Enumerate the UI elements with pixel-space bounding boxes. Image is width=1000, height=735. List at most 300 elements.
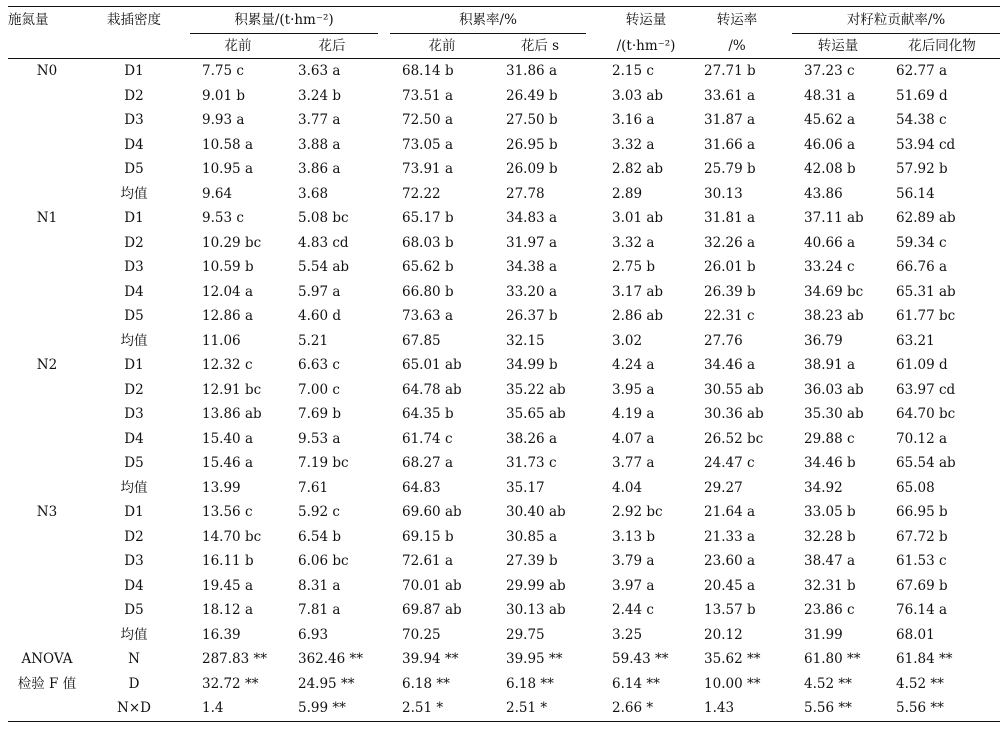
contrib-transport-cell: 5.56 ** — [792, 696, 884, 721]
rate-post-cell: 26.37 b — [506, 308, 558, 324]
contrib-transport-cell: 33.24 c — [804, 259, 855, 275]
table-row — [8, 647, 1000, 672]
density-cell: D3 — [124, 112, 144, 128]
header-contrib-transport: 转运量 — [792, 34, 884, 59]
column-gap — [782, 157, 792, 182]
column-gap — [378, 255, 390, 280]
column-gap — [378, 574, 390, 599]
accum-pre-cell: 13.56 c — [202, 504, 253, 520]
column-gap — [182, 402, 190, 427]
rate-post-cell: 27.78 — [506, 185, 545, 202]
transport-amount-cell: 3.13 b — [612, 528, 656, 545]
transport-rate-cell: 31.81 a — [704, 210, 756, 226]
column-gap — [182, 427, 190, 452]
contrib-post-cell: 57.92 b — [896, 161, 948, 177]
rate-pre-cell: 72.22 — [402, 185, 441, 202]
transport-rate-cell: 34.46 a — [704, 357, 756, 373]
column-gap — [182, 647, 190, 672]
column-gap — [378, 451, 390, 476]
contrib-post-cell: 61.84 ** — [896, 651, 953, 667]
transport-amount-cell: 3.79 a — [612, 553, 655, 569]
table-row — [8, 402, 1000, 427]
contrib-post-cell: 53.94 cd — [896, 136, 956, 153]
transport-amount-cell: 2.66 * — [600, 696, 692, 721]
column-gap — [586, 84, 600, 109]
n-level-cell: N3 — [36, 504, 58, 520]
accum-pre-cell: 1.4 — [190, 696, 286, 721]
column-gap — [586, 353, 600, 378]
accum-post-cell: 4.83 cd — [298, 234, 349, 251]
accum-pre-cell: 32.72 ** — [202, 675, 259, 692]
header-transport-rate: 转运率 — [692, 7, 782, 34]
column-gap — [378, 598, 390, 623]
accum-post-cell: 9.53 a — [298, 430, 341, 447]
rate-post-cell: 34.99 b — [506, 357, 558, 373]
rate-pre-cell: 64.83 — [402, 479, 441, 496]
contrib-post-cell: 67.72 b — [896, 528, 948, 545]
contrib-post-cell: 61.77 bc — [896, 308, 956, 324]
accum-pre-cell: 9.64 — [202, 185, 233, 202]
transport-rate-cell: 35.62 ** — [704, 651, 761, 667]
table-row — [8, 378, 1000, 403]
table-row — [8, 206, 1000, 231]
rate-pre-cell: 73.05 a — [402, 136, 453, 153]
transport-amount-cell: 2.82 ab — [612, 161, 664, 177]
column-gap — [378, 549, 390, 574]
transport-amount-cell: 2.75 b — [612, 259, 656, 275]
contrib-transport-cell: 61.80 ** — [804, 651, 861, 667]
n-level-cell — [8, 280, 86, 305]
column-gap — [182, 696, 190, 721]
contrib-transport-cell: 34.92 — [804, 479, 843, 496]
column-gap — [782, 672, 792, 697]
column-gap — [782, 549, 792, 574]
header-transport-rate-unit: /% — [692, 34, 782, 59]
contrib-transport-cell: 29.88 c — [804, 430, 855, 447]
column-gap — [378, 353, 390, 378]
n-level-cell — [8, 378, 86, 403]
transport-amount-cell: 3.95 a — [612, 381, 655, 398]
n-level-cell — [8, 549, 86, 574]
contrib-post-cell: 65.08 — [896, 479, 935, 496]
rate-pre-cell: 69.60 ab — [402, 504, 462, 520]
rate-post-cell: 35.17 — [506, 479, 545, 496]
rate-pre-cell: 65.17 b — [402, 210, 454, 226]
rate-pre-cell: 66.80 b — [402, 283, 454, 300]
transport-rate-cell: 21.64 a — [704, 504, 756, 520]
accum-post-cell: 5.54 ab — [298, 259, 350, 275]
column-gap — [182, 672, 190, 697]
density-cell: D2 — [124, 87, 144, 104]
column-gap — [586, 378, 600, 403]
column-gap — [586, 402, 600, 427]
header-transport-unit: /(t·hm⁻²) — [600, 34, 692, 59]
table-row — [8, 525, 1000, 550]
column-gap — [782, 378, 792, 403]
rate-pre-cell: 70.01 ab — [402, 577, 462, 594]
column-gap — [586, 451, 600, 476]
accum-pre-cell: 16.11 b — [202, 553, 254, 569]
transport-rate-cell: 26.39 b — [704, 283, 756, 300]
transport-amount-cell: 3.01 ab — [612, 210, 664, 226]
contrib-post-cell: 61.09 d — [896, 357, 948, 373]
column-gap — [378, 329, 390, 354]
column-gap — [378, 525, 390, 550]
contrib-post-cell: 68.01 — [896, 626, 935, 643]
transport-amount-cell: 2.92 bc — [612, 504, 663, 520]
density-cell: D1 — [124, 357, 144, 373]
column-gap — [586, 182, 600, 207]
n-level-cell — [8, 108, 86, 133]
transport-rate-cell: 20.12 — [704, 626, 743, 643]
transport-amount-cell: 4.19 a — [612, 406, 655, 422]
column-gap — [378, 206, 390, 231]
contrib-post-cell: 5.56 ** — [884, 696, 1000, 721]
column-gap — [782, 500, 792, 525]
column-gap — [782, 696, 792, 721]
header-accum-amount: 积累量/(t·hm⁻²) — [190, 7, 378, 34]
density-cell: D1 — [124, 210, 144, 226]
column-gap — [782, 525, 792, 550]
accum-pre-cell: 15.40 a — [202, 430, 253, 447]
accum-post-cell: 5.08 bc — [298, 210, 349, 226]
column-gap — [586, 696, 600, 721]
column-gap — [378, 696, 390, 721]
transport-rate-cell: 27.71 b — [704, 63, 756, 79]
rate-pre-cell: 68.14 b — [402, 63, 454, 79]
header-post-rate: 花后 s — [494, 34, 586, 59]
accum-post-cell: 3.88 a — [298, 136, 341, 153]
n-level-cell — [8, 574, 86, 599]
contrib-transport-cell: 34.69 bc — [804, 283, 864, 300]
rate-post-cell: 31.86 a — [506, 63, 557, 79]
column-gap — [182, 500, 190, 525]
rate-post-cell: 39.95 ** — [506, 651, 563, 667]
column-gap — [378, 623, 390, 648]
accum-pre-cell: 15.46 a — [202, 455, 253, 471]
accum-post-cell: 362.46 ** — [298, 651, 364, 667]
column-gap — [782, 623, 792, 648]
column-gap — [782, 476, 792, 501]
column-gap — [782, 255, 792, 280]
column-gap — [782, 108, 792, 133]
contrib-transport-cell: 48.31 a — [804, 87, 856, 104]
contrib-transport-cell: 40.66 a — [804, 234, 856, 251]
table-row — [8, 623, 1000, 648]
contrib-post-cell: 67.69 b — [896, 577, 948, 594]
rate-pre-cell: 65.01 ab — [402, 357, 462, 373]
contrib-post-cell: 76.14 a — [896, 602, 948, 618]
column-gap — [182, 623, 190, 648]
accum-pre-cell: 18.12 a — [202, 602, 253, 618]
density-cell: D2 — [124, 381, 144, 398]
column-gap — [378, 427, 390, 452]
column-gap — [586, 157, 600, 182]
density-cell: D4 — [124, 136, 144, 153]
accum-pre-cell: 7.75 c — [202, 63, 244, 79]
accum-post-cell: 3.86 a — [298, 161, 341, 177]
accum-post-cell: 3.77 a — [298, 112, 341, 128]
accum-post-cell: 3.63 a — [298, 63, 341, 79]
rate-pre-cell: 64.35 b — [402, 406, 454, 422]
rate-post-cell: 26.95 b — [506, 136, 558, 153]
rate-pre-cell: 72.61 a — [402, 553, 453, 569]
contrib-transport-cell: 45.62 a — [804, 112, 856, 128]
contrib-post-cell: 63.21 — [896, 332, 935, 349]
contrib-post-cell: 66.95 b — [896, 504, 948, 520]
n-level-cell — [8, 402, 86, 427]
transport-amount-cell: 3.32 a — [612, 234, 655, 251]
column-gap — [586, 427, 600, 452]
column-gap — [782, 231, 792, 256]
transport-rate-cell: 1.43 — [692, 696, 782, 721]
density-cell: 均值 — [120, 185, 148, 202]
table-row — [8, 280, 1000, 305]
transport-rate-cell: 31.66 a — [704, 136, 756, 153]
contrib-transport-cell: 38.91 a — [804, 357, 856, 373]
density-cell: D1 — [124, 63, 144, 79]
column-gap — [378, 402, 390, 427]
density-cell: D4 — [124, 283, 144, 300]
accum-pre-cell: 16.39 — [202, 626, 241, 643]
column-gap — [182, 255, 190, 280]
column-gap — [378, 476, 390, 501]
transport-rate-cell: 30.13 — [704, 185, 743, 202]
transport-rate-cell: 13.57 b — [704, 602, 756, 618]
accum-pre-cell: 10.95 a — [202, 161, 253, 177]
accum-post-cell: 6.06 bc — [298, 553, 349, 569]
contrib-post-cell: 65.31 ab — [896, 283, 956, 300]
n-level-cell: N1 — [36, 210, 58, 226]
contrib-transport-cell: 37.23 c — [804, 63, 855, 79]
column-gap — [586, 59, 600, 84]
rate-post-cell: 31.97 a — [506, 234, 557, 251]
column-gap — [586, 574, 600, 599]
rate-post-cell: 35.65 ab — [506, 406, 566, 422]
transport-rate-cell: 29.27 — [704, 479, 743, 496]
contrib-transport-cell: 38.23 ab — [804, 308, 864, 324]
column-gap — [586, 623, 600, 648]
n-level-cell — [8, 451, 86, 476]
accum-post-cell: 3.68 — [298, 185, 329, 202]
table-row — [8, 353, 1000, 378]
accum-pre-cell: 12.32 c — [202, 357, 253, 373]
contrib-post-cell: 61.53 c — [896, 553, 947, 569]
rate-post-cell: 35.22 ab — [506, 381, 566, 398]
rate-pre-cell: 61.74 c — [402, 430, 453, 447]
table-row — [8, 329, 1000, 354]
transport-rate-cell: 32.26 a — [704, 234, 756, 251]
rate-pre-cell: 73.51 a — [402, 87, 453, 104]
column-gap — [378, 59, 390, 84]
transport-amount-cell: 3.25 — [612, 626, 643, 643]
column-gap — [586, 255, 600, 280]
column-gap — [378, 133, 390, 158]
rate-pre-cell: 64.78 ab — [402, 381, 462, 398]
column-gap — [782, 280, 792, 305]
accum-post-cell: 5.97 a — [298, 283, 341, 300]
density-cell: D3 — [124, 406, 144, 422]
column-gap — [782, 574, 792, 599]
density-cell: D4 — [124, 430, 144, 447]
column-gap — [782, 598, 792, 623]
n-level-cell — [8, 598, 86, 623]
table-row — [8, 451, 1000, 476]
accum-pre-cell: 12.91 bc — [202, 381, 262, 398]
contrib-post-cell: 4.52 ** — [896, 675, 944, 692]
accum-pre-cell: 10.58 a — [202, 136, 253, 153]
table-row — [8, 549, 1000, 574]
contrib-transport-cell: 38.47 a — [804, 553, 856, 569]
contrib-transport-cell: 23.86 c — [804, 602, 855, 618]
rate-pre-cell: 69.15 b — [402, 528, 454, 545]
column-gap — [782, 402, 792, 427]
column-gap — [182, 157, 190, 182]
contrib-post-cell: 54.38 c — [896, 112, 947, 128]
column-gap — [378, 231, 390, 256]
accum-pre-cell: 10.59 b — [202, 259, 254, 275]
column-gap — [782, 427, 792, 452]
accum-pre-cell: 10.29 bc — [202, 234, 262, 251]
density-cell: 均值 — [120, 332, 148, 349]
n-level-cell — [8, 133, 86, 158]
transport-rate-cell: 25.79 b — [704, 161, 756, 177]
density-cell: D4 — [124, 577, 144, 594]
rate-post-cell: 26.09 b — [506, 161, 558, 177]
rate-post-cell: 26.49 b — [506, 87, 558, 104]
accum-pre-cell: 13.99 — [202, 479, 241, 496]
column-gap — [182, 598, 190, 623]
column-gap — [378, 672, 390, 697]
accumulation-transport-table — [8, 6, 1000, 722]
accum-pre-cell: 287.83 ** — [202, 651, 268, 667]
table-row — [8, 108, 1000, 133]
transport-amount-cell: 3.32 a — [612, 136, 655, 153]
transport-amount-cell: 4.24 a — [612, 357, 655, 373]
density-cell: D1 — [124, 504, 144, 520]
transport-rate-cell: 31.87 a — [704, 112, 756, 128]
transport-rate-cell: 21.33 a — [704, 528, 756, 545]
rate-pre-cell: 39.94 ** — [402, 651, 459, 667]
transport-rate-cell: 30.55 ab — [704, 381, 764, 398]
rate-pre-cell: 70.25 — [402, 626, 441, 643]
accum-post-cell: 4.60 d — [298, 308, 341, 324]
column-gap — [182, 378, 190, 403]
column-gap — [182, 280, 190, 305]
accum-post-cell: 5.21 — [298, 332, 329, 349]
column-gap — [182, 353, 190, 378]
column-gap — [586, 206, 600, 231]
column-gap — [586, 304, 600, 329]
column-gap — [378, 84, 390, 109]
column-gap — [378, 378, 390, 403]
accum-post-cell: 5.99 ** — [286, 696, 378, 721]
n-level-cell — [8, 476, 86, 501]
contrib-post-cell: 56.14 — [896, 185, 935, 202]
contrib-transport-cell: 31.99 — [804, 626, 843, 643]
transport-amount-cell: 4.07 a — [612, 430, 655, 447]
accum-post-cell: 6.54 b — [298, 528, 341, 545]
contrib-transport-cell: 42.08 b — [804, 161, 856, 177]
column-gap — [782, 647, 792, 672]
transport-amount-cell: 2.15 c — [612, 63, 654, 79]
rate-post-cell: 30.40 ab — [506, 504, 566, 520]
column-gap — [586, 231, 600, 256]
column-gap — [182, 231, 190, 256]
column-gap — [182, 133, 190, 158]
column-gap — [782, 59, 792, 84]
n-level-cell — [8, 255, 86, 280]
column-gap — [586, 280, 600, 305]
column-gap — [782, 451, 792, 476]
density-cell: D3 — [124, 259, 144, 275]
transport-amount-cell: 3.17 ab — [612, 283, 664, 300]
anova-label-cell: ANOVA — [21, 651, 73, 667]
column-gap — [378, 304, 390, 329]
contrib-post-cell: 65.54 ab — [896, 455, 956, 471]
density-cell: D5 — [124, 308, 144, 324]
rate-post-cell: 34.38 a — [506, 259, 557, 275]
contrib-transport-cell: 33.05 b — [804, 504, 856, 520]
contrib-transport-cell: 36.03 ab — [804, 381, 864, 398]
accum-pre-cell: 9.01 b — [202, 87, 245, 104]
contrib-transport-cell: 46.06 a — [804, 136, 856, 153]
rate-post-cell: 34.83 a — [506, 210, 557, 226]
column-gap — [782, 84, 792, 109]
header-contrib-post: 花后同化物 — [884, 34, 1000, 59]
column-gap — [378, 280, 390, 305]
rate-post-cell: 29.75 — [506, 626, 545, 643]
table-row — [8, 427, 1000, 452]
density-cell: D2 — [124, 234, 144, 251]
rate-post-cell: 38.26 a — [506, 430, 557, 447]
contrib-transport-cell: 32.28 b — [804, 528, 856, 545]
table-row — [8, 304, 1000, 329]
transport-amount-cell: 3.02 — [612, 332, 643, 349]
rate-post-cell: 31.73 c — [506, 455, 557, 471]
contrib-post-cell: 66.76 a — [896, 259, 948, 275]
table-row — [8, 84, 1000, 109]
column-gap — [586, 549, 600, 574]
header-density: 栽插密度 — [86, 7, 182, 34]
column-gap — [182, 304, 190, 329]
column-gap — [782, 304, 792, 329]
column-gap — [586, 108, 600, 133]
table-row — [8, 500, 1000, 525]
column-gap — [586, 329, 600, 354]
density-cell: D2 — [124, 528, 144, 545]
column-gap — [782, 182, 792, 207]
column-gap — [182, 549, 190, 574]
n-level-cell — [8, 304, 86, 329]
accum-post-cell: 3.24 b — [298, 87, 341, 104]
accum-pre-cell: 12.04 a — [202, 283, 253, 300]
accum-pre-cell: 11.06 — [202, 332, 241, 349]
accum-pre-cell: 19.45 a — [202, 577, 253, 594]
rate-pre-cell: 65.62 b — [402, 259, 454, 275]
accum-post-cell: 5.92 c — [298, 504, 340, 520]
column-gap — [182, 59, 190, 84]
rate-pre-cell: 72.50 a — [402, 112, 453, 128]
rate-pre-cell: 68.27 a — [402, 455, 453, 471]
column-gap — [586, 647, 600, 672]
accum-post-cell: 7.00 c — [298, 381, 340, 398]
n-level-cell: N2 — [36, 357, 58, 373]
accum-pre-cell: 14.70 bc — [202, 528, 262, 545]
contrib-transport-cell: 36.79 — [804, 332, 843, 349]
table-row — [8, 231, 1000, 256]
column-gap — [378, 157, 390, 182]
